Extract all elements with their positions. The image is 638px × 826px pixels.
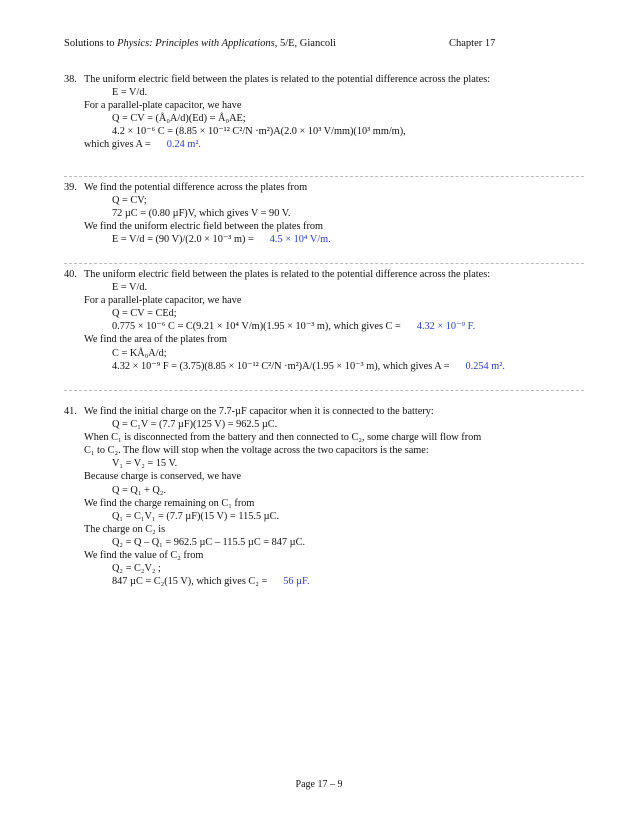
solution-line: [64, 86, 584, 99]
solution-line: [64, 181, 584, 194]
solution-line: [64, 281, 584, 294]
line-text: 847 µC = C₂(15 V), which gives C₂ =: [112, 576, 268, 588]
solution-line: [64, 220, 584, 233]
problem-39: [64, 181, 584, 246]
line-text: 0.775 × 10⁻⁶ C = C(9.21 × 10⁴ V/m)(1.95 × 10⁻³ m), which gives C =: [112, 321, 401, 333]
final-answer: 0.24 m².: [166, 139, 201, 151]
line-text: We find the initial charge on the 7.7-µF capacitor when it is connected to the battery:: [84, 406, 434, 417]
line-text: We find the charge remaining on C₁ from: [84, 497, 255, 509]
line-text: E = V/d.: [112, 87, 148, 99]
solution-line: [64, 510, 584, 523]
solution-line: [64, 431, 584, 444]
line-text: 4.32 × 10⁻⁹ F = (3.75)(8.85 × 10⁻¹² C²/N ·m²)A/(1.95 × 10⁻³ m), which gives A =: [112, 360, 450, 372]
solution-line: [64, 125, 584, 138]
solution-line: [64, 360, 584, 373]
header-chapter: Chapter 17: [449, 38, 496, 49]
solution-line: [64, 320, 584, 333]
line-text: E = V/d = (90 V)/(2.0 × 10⁻³ m) =: [112, 234, 254, 246]
line-text: Q₂ = C₂V₂ ;: [112, 563, 161, 575]
line-text: We find the uniform electric field between the plates from: [84, 221, 324, 233]
header-title: Solutions to Physics: Principles with Applications, 5/E, Giancoli: [64, 38, 336, 49]
line-text: The charge on C₂ is: [84, 523, 166, 535]
line-text: We find the value of C₂ from: [84, 550, 204, 562]
solution-line: [64, 457, 584, 470]
solution-line: [64, 194, 584, 207]
solution-line: [64, 307, 584, 320]
final-answer: 4.5 × 10⁴ V/m.: [269, 234, 331, 246]
line-text: We find the area of the plates from: [84, 334, 227, 346]
solution-line: [64, 549, 584, 562]
line-text: Because charge is conserved, we have: [84, 471, 242, 483]
solution-line: [64, 294, 584, 307]
line-text: E = V/d.: [112, 282, 148, 294]
solution-line: [64, 138, 584, 151]
problem-number: 38.: [64, 74, 77, 85]
solution-line: [64, 444, 584, 457]
line-text: Q₂ = Q – Q₁ = 962.5 µC – 115.5 µC = 847 µC.: [112, 536, 306, 548]
page-footer: Page 17 – 9: [295, 779, 343, 790]
solution-line: [64, 233, 584, 246]
line-text: Q₁ = C₁V₁ = (7.7 µF)(15 V) = 115.5 µC.: [112, 510, 280, 522]
final-answer: 4.32 × 10⁻⁹ F.: [416, 321, 476, 333]
problem-41: [64, 405, 584, 588]
solution-line: [64, 99, 584, 112]
problem-number: 39.: [64, 182, 77, 193]
solution-line: [64, 497, 584, 510]
solution-line: [64, 470, 584, 483]
problem-number: 41.: [64, 406, 77, 417]
line-text: Q = CV = (Å₀A/d)(Ed) = Å₀AE;: [112, 113, 246, 125]
line-text: Q = Q₁ + Q₂.: [112, 484, 166, 496]
solution-line: [64, 73, 584, 86]
solution-line: [64, 347, 584, 360]
solution-line: [64, 562, 584, 575]
line-text: For a parallel-plate capacitor, we have: [84, 100, 242, 112]
line-text: 4.2 × 10⁻⁶ C = (8.85 × 10⁻¹² C²/N ·m²)A(2.0 × 10³ V/mm)(10³ mm/m),: [112, 126, 406, 138]
line-text: The uniform electric field between the plates is related to the potential difference across the plates:: [84, 269, 491, 280]
separator: [64, 390, 584, 391]
line-text: C = KÅ₀A/d;: [112, 347, 167, 359]
line-text: C₁ to C₂. The flow will stop when the voltage across the two capacitors is the same:: [84, 445, 429, 457]
solution-line: [64, 575, 584, 588]
solution-line: [64, 268, 584, 281]
solution-line: [64, 523, 584, 536]
line-text: Q = CV;: [112, 195, 147, 207]
problem-number: 40.: [64, 269, 77, 280]
problem-40: [64, 268, 584, 373]
line-text: Q = C₁V = (7.7 µF)(125 V) = 962.5 µC.: [112, 419, 278, 431]
solution-line: [64, 207, 584, 220]
problem-38: [64, 73, 584, 152]
final-answer: 56 µF.: [283, 576, 310, 588]
solution-line: [64, 405, 584, 418]
line-text: V₁ = V₂ = 15 V.: [112, 458, 178, 470]
solution-line: [64, 536, 584, 549]
separator: [64, 263, 584, 264]
line-text: Q = CV = CEd;: [112, 308, 177, 320]
solution-line: [64, 418, 584, 431]
line-text: which gives A =: [84, 139, 151, 151]
line-text: We find the potential difference across the plates from: [84, 182, 308, 193]
line-text: When C₁ is disconnected from the battery and then connected to C₂, some charge will flow from: [84, 432, 482, 444]
line-text: For a parallel-plate capacitor, we have: [84, 295, 242, 307]
solution-line: [64, 484, 584, 497]
separator: [64, 176, 584, 177]
final-answer: 0.254 m².: [465, 360, 505, 372]
line-text: The uniform electric field between the plates is related to the potential difference across the plates:: [84, 74, 491, 85]
solution-line: [64, 112, 584, 125]
solution-line: [64, 333, 584, 346]
line-text: 72 µC = (0.80 µF)V, which gives V = 90 V.: [112, 208, 291, 220]
